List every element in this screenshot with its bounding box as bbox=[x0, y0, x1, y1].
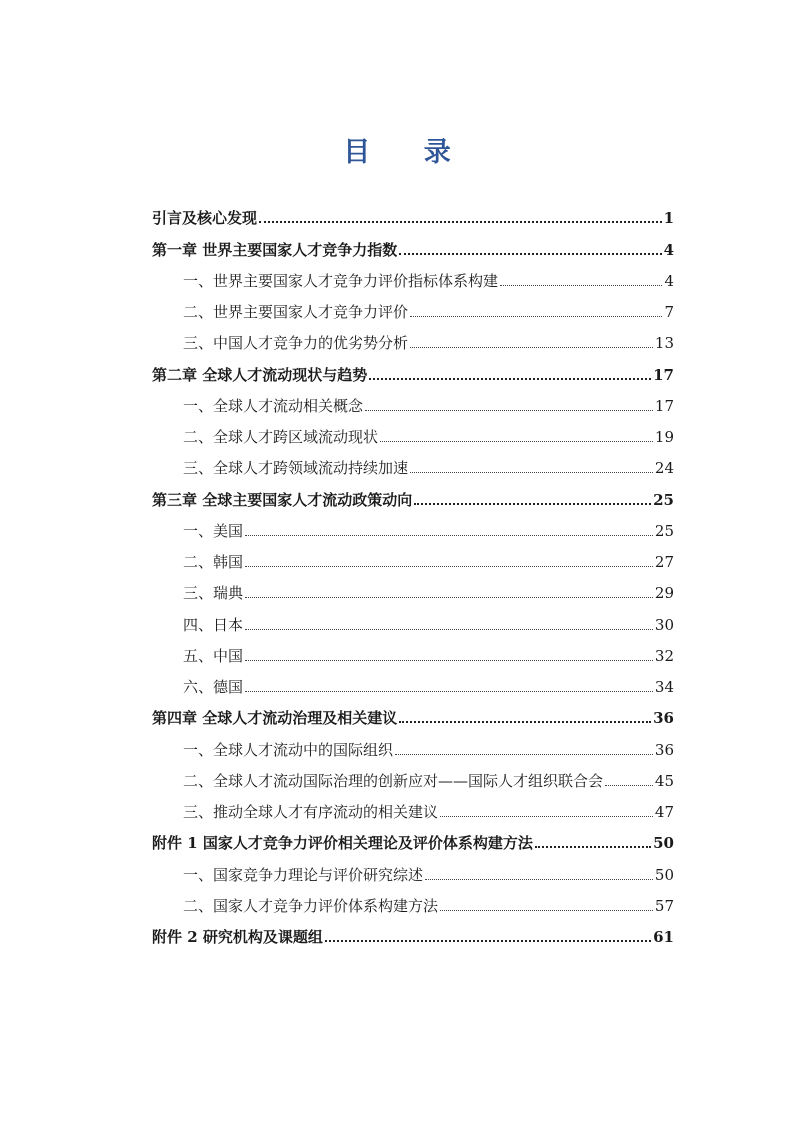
toc-entry-page-number: 17 bbox=[654, 396, 674, 415]
dot-leader bbox=[410, 316, 662, 317]
dot-leader bbox=[414, 503, 651, 505]
toc-entry-label: 一、国家竞争力理论与评价研究综述 bbox=[183, 865, 424, 884]
toc-entry-page-number: 57 bbox=[654, 896, 674, 915]
toc-entry-label: 一、世界主要国家人才竞争力评价指标体系构建 bbox=[183, 271, 499, 290]
toc-entry-page-number: 50 bbox=[653, 834, 674, 853]
toc-entry-label: 四、日本 bbox=[183, 615, 244, 634]
toc-entry-label: 第二章 全球人才流动现状与趋势 bbox=[152, 365, 368, 384]
toc-entry-label: 第一章 世界主要国家人才竞争力指数 bbox=[152, 240, 398, 259]
toc-entry-page-number: 4 bbox=[663, 240, 674, 259]
toc-entry-page-number: 7 bbox=[664, 303, 674, 321]
dot-leader bbox=[395, 754, 653, 755]
toc-entry-page-number: 13 bbox=[654, 334, 674, 353]
toc-entry-label: 附件 1 国家人才竞争力评价相关理论及评价体系构建方法 bbox=[152, 834, 533, 853]
toc-chapter-entry[interactable] bbox=[152, 358, 674, 389]
toc-entry-page-number: 47 bbox=[654, 803, 674, 821]
toc-entry-page-number: 25 bbox=[653, 490, 674, 509]
toc-entry-page-number: 4 bbox=[664, 271, 674, 290]
table-of-contents bbox=[152, 202, 674, 952]
toc-entry-label: 三、全球人才跨领域流动持续加速 bbox=[183, 459, 409, 478]
toc-entry-page-number: 29 bbox=[654, 584, 674, 603]
toc-section-entry[interactable] bbox=[152, 640, 674, 671]
toc-entry-label: 二、全球人才流动国际治理的创新应对——国际人才组织联合会 bbox=[183, 771, 604, 790]
toc-section-entry[interactable] bbox=[152, 765, 674, 796]
toc-entry-page-number: 1 bbox=[663, 209, 674, 228]
toc-section-entry[interactable] bbox=[152, 265, 674, 296]
toc-section-entry[interactable] bbox=[152, 858, 674, 889]
dot-leader bbox=[380, 441, 653, 442]
dot-leader bbox=[259, 221, 662, 223]
toc-entry-label: 二、世界主要国家人才竞争力评价 bbox=[183, 303, 409, 321]
toc-entry-label: 六、德国 bbox=[183, 678, 244, 696]
toc-section-entry[interactable] bbox=[152, 327, 674, 358]
dot-leader bbox=[399, 253, 661, 255]
dot-leader bbox=[410, 472, 653, 473]
dot-leader bbox=[325, 940, 651, 942]
toc-section-entry[interactable] bbox=[152, 421, 674, 452]
toc-chapter-entry[interactable] bbox=[152, 921, 674, 952]
toc-section-entry[interactable] bbox=[152, 733, 674, 764]
dot-leader bbox=[410, 347, 653, 348]
toc-section-entry[interactable] bbox=[152, 796, 674, 827]
toc-section-entry[interactable] bbox=[152, 515, 674, 546]
toc-entry-page-number: 24 bbox=[654, 459, 674, 478]
toc-entry-label: 一、全球人才流动中的国际组织 bbox=[183, 740, 394, 759]
dot-leader bbox=[369, 378, 651, 380]
toc-entry-page-number: 17 bbox=[653, 365, 674, 384]
toc-section-entry[interactable] bbox=[152, 452, 674, 483]
toc-section-entry[interactable] bbox=[152, 577, 674, 608]
dot-leader bbox=[500, 285, 662, 286]
toc-chapter-entry[interactable] bbox=[152, 702, 674, 733]
toc-chapter-entry[interactable] bbox=[152, 233, 674, 264]
toc-section-entry[interactable] bbox=[152, 890, 674, 921]
toc-entry-label: 引言及核心发现 bbox=[152, 209, 258, 228]
dot-leader bbox=[440, 816, 653, 817]
toc-entry-page-number: 27 bbox=[654, 553, 674, 571]
toc-entry-label: 二、国家人才竞争力评价体系构建方法 bbox=[183, 896, 439, 915]
toc-entry-page-number: 32 bbox=[654, 646, 674, 665]
toc-entry-page-number: 61 bbox=[653, 928, 674, 946]
toc-chapter-entry[interactable] bbox=[152, 827, 674, 858]
dot-leader bbox=[245, 691, 653, 692]
toc-entry-page-number: 50 bbox=[654, 865, 674, 884]
dot-leader bbox=[245, 629, 653, 630]
dot-leader bbox=[535, 846, 651, 848]
toc-entry-label: 一、美国 bbox=[183, 521, 244, 540]
dot-leader bbox=[245, 597, 653, 598]
dot-leader bbox=[245, 535, 653, 536]
dot-leader bbox=[365, 410, 653, 411]
toc-entry-label: 三、中国人才竞争力的优劣势分析 bbox=[183, 334, 409, 353]
toc-entry-label: 附件 2 研究机构及课题组 bbox=[152, 928, 323, 946]
toc-entry-label: 二、韩国 bbox=[183, 553, 244, 571]
toc-entry-page-number: 19 bbox=[654, 428, 674, 446]
toc-entry-label: 五、中国 bbox=[183, 646, 244, 665]
toc-section-entry[interactable] bbox=[152, 546, 674, 577]
dot-leader bbox=[440, 910, 653, 911]
toc-section-entry[interactable] bbox=[152, 390, 674, 421]
toc-section-entry[interactable] bbox=[152, 608, 674, 639]
dot-leader bbox=[399, 721, 651, 723]
toc-entry-page-number: 45 bbox=[654, 771, 674, 790]
page-title: 目 录 bbox=[343, 137, 473, 168]
dot-leader bbox=[245, 660, 653, 661]
dot-leader bbox=[605, 785, 653, 786]
toc-entry-page-number: 25 bbox=[654, 521, 674, 540]
toc-entry-page-number: 30 bbox=[654, 615, 674, 634]
toc-section-entry[interactable] bbox=[152, 296, 674, 327]
toc-entry-label: 一、全球人才流动相关概念 bbox=[183, 396, 364, 415]
toc-chapter-entry[interactable] bbox=[152, 483, 674, 514]
toc-entry-label: 第四章 全球人才流动治理及相关建议 bbox=[152, 709, 398, 728]
toc-entry-label: 第三章 全球主要国家人才流动政策动向 bbox=[152, 490, 413, 509]
toc-entry-page-number: 34 bbox=[654, 678, 674, 696]
toc-entry-page-number: 36 bbox=[654, 740, 674, 759]
toc-entry-page-number: 36 bbox=[653, 709, 674, 728]
toc-entry-label: 三、瑞典 bbox=[183, 584, 244, 603]
toc-section-entry[interactable] bbox=[152, 671, 674, 702]
dot-leader bbox=[245, 566, 653, 567]
toc-entry-label: 三、推动全球人才有序流动的相关建议 bbox=[183, 803, 439, 821]
dot-leader bbox=[425, 879, 653, 880]
toc-entry-label: 二、全球人才跨区域流动现状 bbox=[183, 428, 379, 446]
toc-chapter-entry[interactable] bbox=[152, 202, 674, 233]
